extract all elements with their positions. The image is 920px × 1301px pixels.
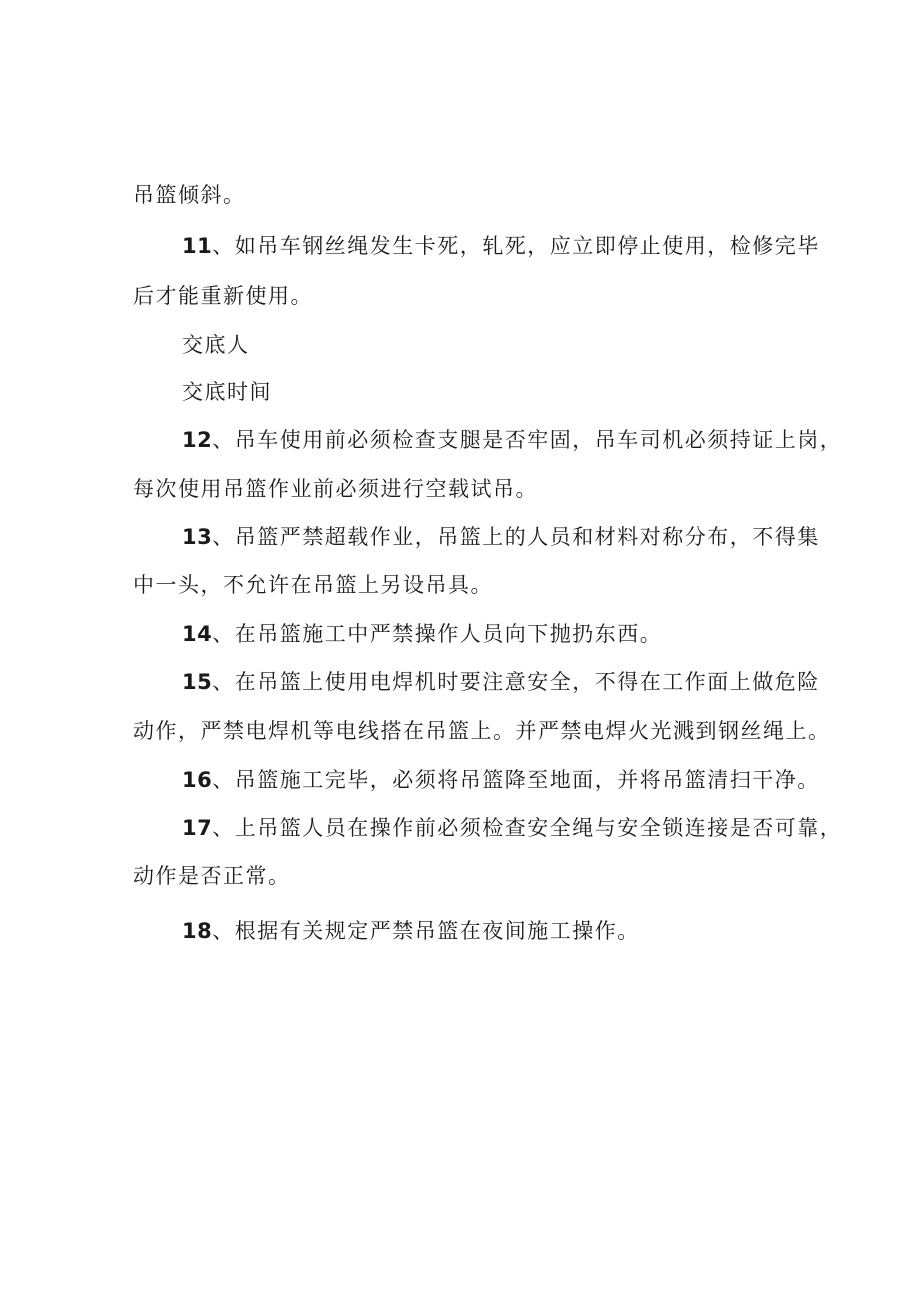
continuation-line: 吊篮倾斜。 bbox=[133, 183, 246, 207]
item-13-text: 、吊篮严禁超载作业，吊篮上的人员和材料对称分布，不得集 bbox=[212, 525, 820, 549]
signoff-person: 交底人 bbox=[182, 333, 250, 357]
item-18-line-1 bbox=[182, 916, 640, 946]
item-15-text: 、在吊篮上使用电焊机时要注意安全，不得在工作面上做危险 bbox=[212, 670, 820, 694]
item-15-line-1 bbox=[182, 667, 820, 697]
item-11-text: 、如吊车钢丝绳发生卡死，轧死，应立即停止使用，检修完毕 bbox=[212, 234, 820, 258]
item-11-line-2: 后才能重新使用。 bbox=[133, 284, 313, 308]
item-12-line-1 bbox=[182, 425, 842, 455]
item-11-line-1 bbox=[182, 231, 820, 261]
item-12-line-2: 每次使用吊篮作业前必须进行空载试吊。 bbox=[133, 477, 538, 501]
item-16-line-1 bbox=[182, 765, 820, 795]
item-18-text: 、根据有关规定严禁吊篮在夜间施工操作。 bbox=[212, 919, 640, 943]
item-12-text: 、吊车使用前必须检查支腿是否牢固，吊车司机必须持证上岗， bbox=[212, 428, 843, 452]
item-17-line-1 bbox=[182, 813, 842, 843]
item-15-line-2: 动作，严禁电焊机等电线搭在吊篮上。并严禁电焊火光溅到钢丝绳上。 bbox=[133, 719, 831, 743]
item-14-number: 14 bbox=[182, 622, 213, 646]
item-17-line-2: 动作是否正常。 bbox=[133, 864, 291, 888]
item-17-number: 17 bbox=[182, 816, 213, 840]
item-13-number: 13 bbox=[182, 525, 213, 549]
item-18-number: 18 bbox=[182, 919, 213, 943]
item-14-text: 、在吊篮施工中严禁操作人员向下抛扔东西。 bbox=[212, 622, 663, 646]
item-13-line-1 bbox=[182, 522, 820, 552]
item-13-line-2: 中一头，不允许在吊篮上另设吊具。 bbox=[133, 573, 493, 597]
item-15-number: 15 bbox=[182, 670, 213, 694]
signoff-time: 交底时间 bbox=[182, 380, 272, 404]
item-16-text: 、吊篮施工完毕，必须将吊篮降至地面，并将吊篮清扫干净。 bbox=[212, 768, 820, 792]
item-17-text: 、上吊篮人员在操作前必须检查安全绳与安全锁连接是否可靠， bbox=[212, 816, 843, 840]
item-11-number: 11 bbox=[182, 234, 213, 258]
item-14-line-1 bbox=[182, 619, 662, 649]
item-12-number: 12 bbox=[182, 428, 213, 452]
item-16-number: 16 bbox=[182, 768, 213, 792]
